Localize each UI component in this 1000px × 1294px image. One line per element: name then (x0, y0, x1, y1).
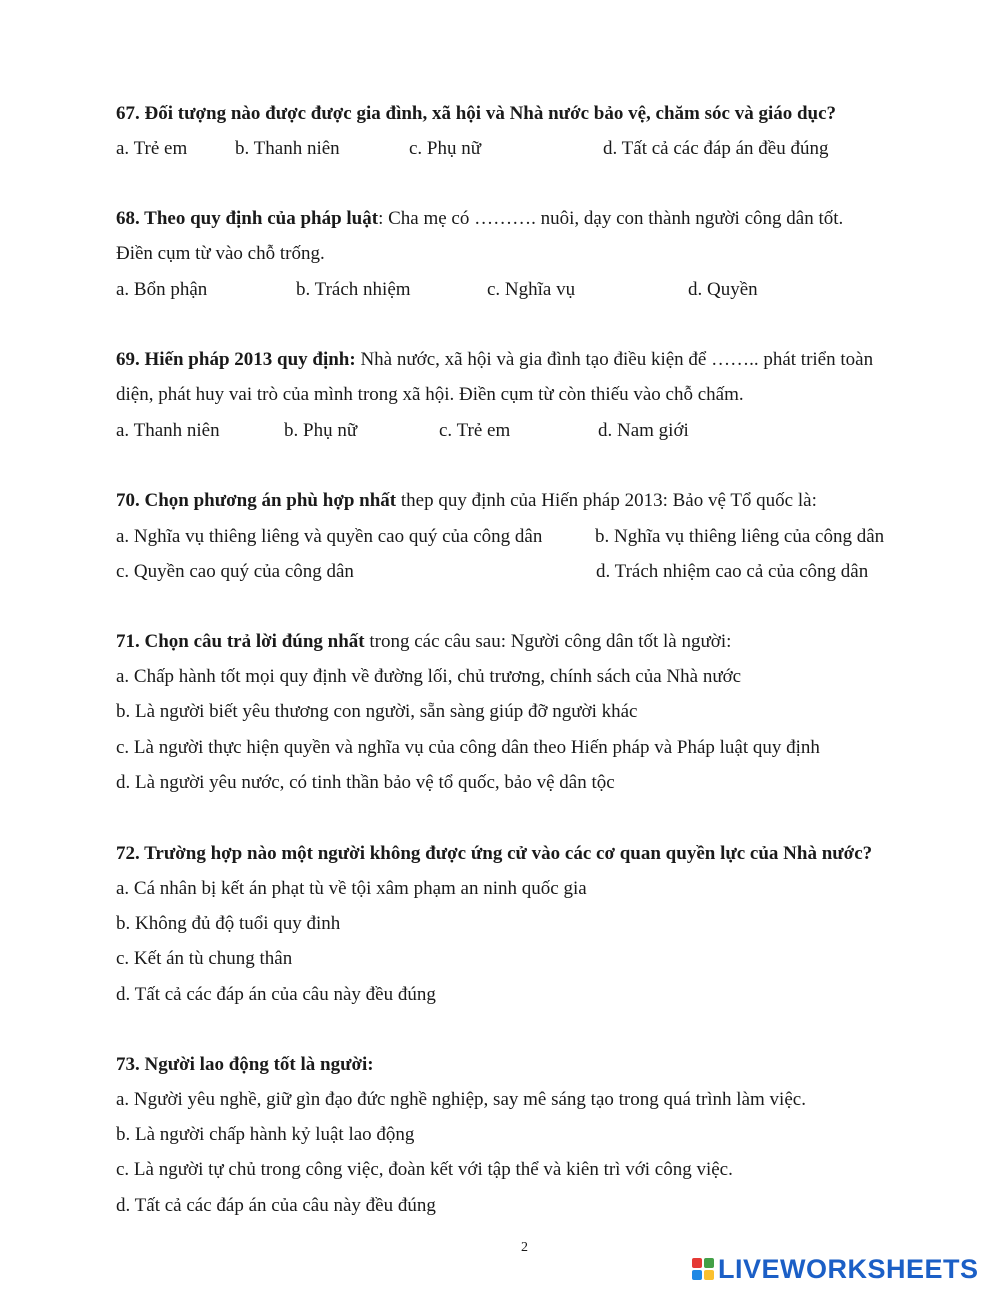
q68-option-a: a. Bổn phận (116, 279, 208, 300)
q68-line-2: Điền cụm từ vào chỗ trống. (116, 243, 325, 264)
q70-option-a: a. Nghĩa vụ thiêng liêng và quyền cao quý của công dân (116, 526, 543, 547)
q70-title-bold: 70. Chọn phương án phù hợp nhất (116, 490, 397, 511)
q69-option-b: b. Phụ nữ (284, 420, 358, 441)
question-72-title: 72. Trường hợp nào một người không được ứng cử vào các cơ quan quyền lực của Nhà nước? (116, 843, 873, 864)
question-70-title (116, 489, 817, 513)
q70-title-rest: thep quy định của Hiến pháp 2013: Bảo vệ Tổ quốc là: (396, 490, 817, 511)
question-73-title: 73. Người lao động tốt là người: (116, 1054, 374, 1075)
q67-option-a: a. Trẻ em (116, 138, 188, 159)
q67-option-d: d. Tất cả các đáp án đều đúng (603, 138, 829, 159)
q72-option-a: a. Cá nhân bị kết án phạt tù về tội xâm phạm an ninh quốc gia (116, 878, 587, 899)
logo-square-yellow (704, 1270, 714, 1280)
q69-option-a: a. Thanh niên (116, 420, 220, 441)
q68-title-rest: : Cha mẹ có ………. nuôi, dạy con thành người công dân tốt. (378, 208, 844, 229)
q68-title-bold: 68. Theo quy định của pháp luật (116, 208, 379, 229)
liveworksheets-logo[interactable] (692, 1252, 979, 1286)
q71-title-bold: 71. Chọn câu trả lời đúng nhất (116, 631, 365, 652)
q71-option-b: b. Là người biết yêu thương con người, sẵn sàng giúp đỡ người khác (116, 701, 638, 722)
q68-option-d: d. Quyền (688, 279, 758, 300)
q67-option-c: c. Phụ nữ (409, 138, 482, 159)
page-number: 2 (521, 1240, 528, 1255)
q70-option-c: c. Quyền cao quý của công dân (116, 561, 354, 582)
question-67-title: 67. Đối tượng nào được được gia đình, xã hội và Nhà nước bảo vệ, chăm sóc và giáo dục? (116, 103, 837, 124)
q72-option-b: b. Không đủ độ tuổi quy đinh (116, 913, 341, 934)
q68-option-c: c. Nghĩa vụ (487, 279, 576, 300)
q72-option-c: c. Kết án tù chung thân (116, 948, 293, 969)
q73-option-d: d. Tất cả các đáp án của câu này đều đúng (116, 1195, 436, 1216)
question-69-title (116, 348, 873, 372)
q69-line-2: diện, phát huy vai trò của mình trong xã hội. Điền cụm từ còn thiếu vào chỗ chấm. (116, 384, 744, 405)
q69-title-bold: 69. Hiến pháp 2013 quy định: (116, 349, 356, 370)
q69-title-rest: Nhà nước, xã hội và gia đình tạo điều kiện để …….. phát triển toàn (355, 349, 874, 370)
q69-option-d: d. Nam giới (598, 420, 689, 441)
q71-option-c: c. Là người thực hiện quyền và nghĩa vụ của công dân theo Hiến pháp và Pháp luật quy định (116, 737, 820, 758)
q68-option-b: b. Trách nhiệm (296, 279, 411, 300)
q71-option-a: a. Chấp hành tốt mọi quy định về đường lối, chủ trương, chính sách của Nhà nước (116, 666, 742, 687)
question-71-title (116, 630, 731, 654)
q69-option-c: c. Trẻ em (439, 420, 511, 441)
logo-square-red (692, 1258, 702, 1268)
q71-title-rest: trong các câu sau: Người công dân tốt là người: (364, 631, 732, 652)
logo-square-blue (692, 1270, 702, 1280)
q70-option-d: d. Trách nhiệm cao cả của công dân (596, 561, 869, 582)
q67-option-b: b. Thanh niên (235, 138, 340, 159)
q73-option-c: c. Là người tự chủ trong công việc, đoàn kết với tập thể và kiên trì với công việc. (116, 1159, 733, 1180)
q73-option-a: a. Người yêu nghề, giữ gìn đạo đức nghề nghiệp, say mê sáng tạo trong quá trình làm việc. (116, 1089, 806, 1110)
q70-option-b: b. Nghĩa vụ thiêng liêng của công dân (595, 526, 885, 547)
liveworksheets-wordmark: LIVEWORKSHEETS (718, 1253, 979, 1284)
logo-square-green (704, 1258, 714, 1268)
q72-option-d: d. Tất cả các đáp án của câu này đều đúng (116, 984, 436, 1005)
q71-option-d: d. Là người yêu nước, có tinh thần bảo vệ tổ quốc, bảo vệ dân tộc (116, 772, 615, 793)
liveworksheets-grid-icon (692, 1258, 714, 1280)
question-68-title (116, 207, 843, 231)
q73-option-b: b. Là người chấp hành kỷ luật lao động (116, 1124, 415, 1145)
